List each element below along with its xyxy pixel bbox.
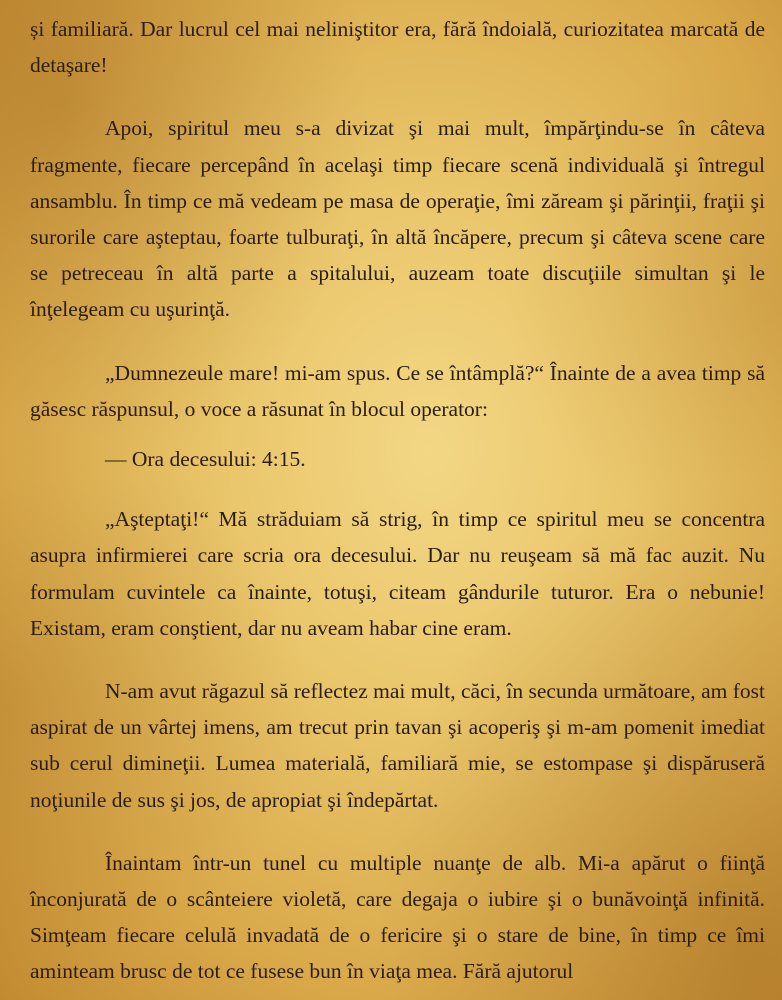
page-text bbox=[30, 11, 765, 990]
paragraph-continuation: și familiară. Dar lucrul cel mai neliniştitor era, fără îndoială, curiozitatea marcată de detaşare! bbox=[30, 17, 765, 78]
dialogue-time-of-death: — Ora decesului: 4:15. bbox=[105, 447, 306, 472]
paragraph-dumnezeule: „Dumnezeule mare! mi-am spus. Ce se întâmplă?“ Înainte de a avea timp să găsesc răspunsul, o voce a răsunat în blocul operator: bbox=[30, 360, 765, 421]
paragraph-asteptati: „Aşteptaţi!“ Mă străduiam să strig, în timp ce spiritul meu se concentra asupra infirmierei care scria ora decesului. Dar nu reuşeam să mă fac auzit. Nu formulam cuvintele ca înainte, totuşi, citeam gândurile tuturor. Era o nebunie! Existam, eram conştient, dar nu aveam habar cine eram. bbox=[30, 507, 765, 640]
paragraph-spirit-divided: Apoi, spiritul meu s-a divizat şi mai mult, împărţindu-se în câteva fragmente, fiecare percepând în acelaşi timp fiecare scenă individuală şi întregul ansamblu. În timp ce mă vedeam pe masa de operaţie, îmi zăream şi părinţii, fraţii şi surorile care aşteptau, foarte tulburaţi, în altă încăpere, precum şi câteva scene care se petreceau în altă parte a spitalului, auzeam toate discuţiile simultan şi le înţelegeam cu uşurinţă. bbox=[30, 116, 765, 322]
paragraph-vortex: N-am avut răgazul să reflectez mai mult, căci, în secunda următoare, am fost aspirat de un vârtej imens, am trecut prin tavan şi acoperiş şi m-am pomenit imediat sub cerul dimineţii. Lumea materială, familiară mie, se estompase şi dispăruseră noţiunile de sus şi jos, de apropiat şi îndepărtat. bbox=[30, 679, 765, 812]
paragraph-tunnel: Înaintam într-un tunel cu multiple nuanţe de alb. Mi-a apărut o fiinţă înconjurată de o scânteiere violetă, care degaja o iubire şi o bunăvoinţă infinită. Simţeam fiecare celulă invadată de o fericire şi o stare de bine, în timp ce îmi aminteam brusc de tot ce fusese bun în viaţa mea. Fără ajutorul bbox=[30, 850, 765, 984]
